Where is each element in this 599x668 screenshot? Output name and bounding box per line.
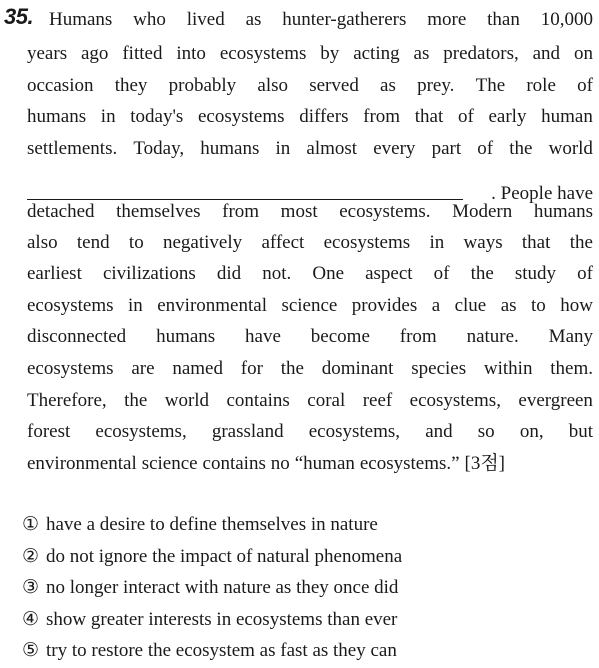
passage-word: forest — [27, 421, 71, 442]
passage-word: as — [380, 75, 396, 96]
passage-word: ecosystems, — [409, 390, 501, 411]
passage-word: almost — [306, 138, 358, 159]
passage-word: have — [245, 326, 281, 347]
choice-marker: ② — [22, 544, 40, 567]
passage-word: to — [530, 295, 546, 316]
passage-word: hunter-gatherers — [282, 9, 407, 30]
passage-word: in — [275, 138, 291, 159]
passage-word: differs — [299, 106, 349, 127]
passage-word: The — [475, 75, 506, 96]
passage-word: for — [240, 358, 263, 379]
passage-word: ecosystems. — [339, 201, 431, 222]
passage-word: world — [548, 138, 593, 159]
passage-word: negatively — [163, 232, 243, 253]
passage-word: of — [577, 263, 593, 284]
passage-word: civilizations — [102, 263, 196, 284]
passage-word: themselves — [116, 201, 201, 222]
passage-word: as — [500, 295, 517, 316]
passage-word: humans — [533, 201, 593, 222]
passage-line — [27, 196, 593, 227]
passage-word: of — [433, 263, 450, 284]
passage-word: ecosystems — [27, 358, 114, 379]
choice-marker: ① — [22, 513, 40, 535]
passage-word: ago — [81, 43, 109, 64]
passage-word: [3점] — [464, 453, 506, 474]
choice-text: try to restore the ecosystem as fast as they can — [46, 640, 397, 661]
passage-word: did — [216, 263, 242, 284]
passage-word: ecosystems — [27, 295, 114, 316]
passage-word: the — [470, 263, 494, 284]
passage-word: ecosystems — [197, 106, 285, 127]
choice-text: show greater interests in ecosystems than ever — [46, 608, 398, 630]
passage-word: Humans — [49, 9, 113, 30]
passage-word: most — [280, 201, 318, 222]
passage-word: disconnected — [27, 326, 127, 347]
passage-word: a — [431, 295, 441, 316]
passage-word: not. — [262, 263, 292, 284]
choice-text: have a desire to define themselves in nature — [46, 514, 378, 535]
passage-word: that — [414, 106, 444, 127]
passage-word: grassland — [211, 421, 284, 442]
choice-marker: ⑤ — [22, 639, 40, 661]
passage-word: ecosystems, — [308, 421, 401, 442]
passage-word: years — [27, 43, 68, 64]
passage-word: no — [270, 453, 290, 474]
passage-line — [27, 227, 593, 258]
passage-word: fitted — [122, 43, 163, 64]
passage-line — [27, 353, 593, 384]
choice-2[interactable] — [22, 541, 582, 573]
passage-word: affect — [261, 232, 305, 253]
passage-word: in — [128, 295, 143, 316]
passage-word: world — [164, 390, 210, 411]
passage-word: humans — [27, 106, 87, 127]
passage-word: from — [363, 106, 401, 127]
passage-word: also — [257, 75, 289, 96]
passage-word: into — [176, 43, 206, 64]
passage-line — [27, 38, 593, 69]
passage-word: “human — [294, 453, 355, 474]
passage-word: also — [27, 232, 58, 253]
passage-word: than — [487, 9, 520, 30]
choice-4[interactable] — [22, 604, 582, 636]
passage-word: detached — [27, 201, 95, 222]
passage-word: the — [124, 390, 148, 411]
passage-word: within — [483, 358, 533, 379]
passage-line — [27, 448, 593, 479]
passage-word: prey. — [417, 75, 455, 96]
passage-word: evergreen — [518, 390, 593, 411]
passage-word: become — [310, 326, 370, 347]
passage-word: today's — [130, 106, 184, 127]
passage-word: humans — [156, 326, 216, 347]
passage-word: ecosystems.” — [359, 453, 460, 474]
passage-word: of — [457, 106, 474, 127]
passage-word: so — [477, 421, 495, 442]
passage-word: but — [568, 421, 593, 442]
passage-line — [27, 258, 593, 289]
passage-word: science — [141, 453, 198, 474]
passage-word: 10,000 — [540, 9, 593, 30]
passage-word: more — [427, 9, 467, 30]
passage-word: lived — [186, 9, 225, 30]
passage-word: dominant — [321, 358, 394, 379]
passage-word: that — [521, 232, 551, 253]
passage-word: nature. — [466, 326, 519, 347]
passage-word: ecosystems — [323, 232, 411, 253]
passage-word: Therefore, — [27, 390, 107, 411]
passage-word: humans — [200, 138, 260, 159]
passage-line — [49, 4, 593, 35]
passage-word: every — [373, 138, 416, 159]
passage-word: of — [477, 138, 494, 159]
passage-word: from — [399, 326, 437, 347]
passage-word: Modern — [452, 201, 513, 222]
question-number: 35. — [4, 4, 34, 29]
passage-word: the — [569, 232, 593, 253]
passage-line — [27, 133, 593, 164]
passage-word: to — [128, 232, 144, 253]
passage-word: part — [431, 138, 462, 159]
passage-word: they — [114, 75, 148, 96]
passage-word: science — [281, 295, 338, 316]
passage-word: acting — [353, 43, 400, 64]
passage-word: and — [425, 421, 453, 442]
passage-word: species — [411, 358, 467, 379]
answer-choices — [22, 509, 582, 667]
passage-word: as — [245, 9, 262, 30]
passage-word: served — [309, 75, 359, 96]
choice-text: no longer interact with nature as they once did — [46, 577, 399, 598]
passage-word: as — [413, 43, 430, 64]
passage-line — [27, 290, 593, 321]
passage-word: of — [577, 75, 593, 96]
passage-word: by — [320, 43, 340, 64]
passage-word: environmental — [157, 295, 267, 316]
passage-word: ways — [463, 232, 503, 253]
passage-word: ecosystems — [219, 43, 307, 64]
passage-word: tend — [76, 232, 110, 253]
passage-word: clue — [454, 295, 487, 316]
passage-word: One — [312, 263, 345, 284]
passage-word: provides — [351, 295, 418, 316]
passage-word: Today, — [133, 138, 185, 159]
passage-word: named — [172, 358, 223, 379]
passage-line — [27, 70, 593, 101]
passage-word: ecosystems, — [95, 421, 187, 442]
passage-word: human — [541, 106, 593, 127]
choice-1[interactable] — [22, 509, 582, 541]
passage-word: in — [100, 106, 116, 127]
choice-3[interactable] — [22, 572, 582, 604]
passage-word: predators, — [443, 43, 519, 64]
passage-word: contains — [202, 453, 266, 474]
passage-line — [27, 321, 593, 352]
passage-word: on — [573, 43, 593, 64]
passage-word: role — [526, 75, 556, 96]
passage-word: study — [514, 263, 557, 284]
passage-word: contains — [226, 390, 290, 411]
passage-word: in — [429, 232, 445, 253]
passage-word: the — [280, 358, 304, 379]
passage-word: early — [488, 106, 527, 127]
passage-word: and — [532, 43, 561, 64]
choice-5[interactable] — [22, 635, 582, 667]
passage-line — [27, 101, 593, 132]
choice-text: do not ignore the impact of natural phenomena — [46, 545, 403, 567]
passage-word: who — [133, 9, 166, 30]
passage-word: Many — [548, 326, 593, 347]
passage-word: probably — [168, 75, 237, 96]
passage-word: on, — [519, 421, 544, 442]
passage-line — [27, 416, 593, 447]
passage-word: the — [509, 138, 533, 159]
passage-line — [27, 385, 593, 416]
passage-word: how — [560, 295, 593, 316]
choice-marker: ④ — [22, 607, 40, 630]
passage-word: aspect — [365, 263, 413, 284]
blank-tail-text: . People have — [491, 183, 593, 204]
passage-word: environmental — [27, 453, 137, 474]
passage-word: occasion — [27, 75, 94, 96]
passage-word: earliest — [27, 263, 82, 284]
passage-word: from — [222, 201, 260, 222]
passage-word: settlements. — [27, 138, 118, 159]
passage-word: reef — [362, 390, 393, 411]
choice-marker: ③ — [22, 576, 40, 598]
passage-word: them. — [550, 358, 593, 379]
passage-word: coral — [307, 390, 346, 411]
passage-word: are — [131, 358, 155, 379]
